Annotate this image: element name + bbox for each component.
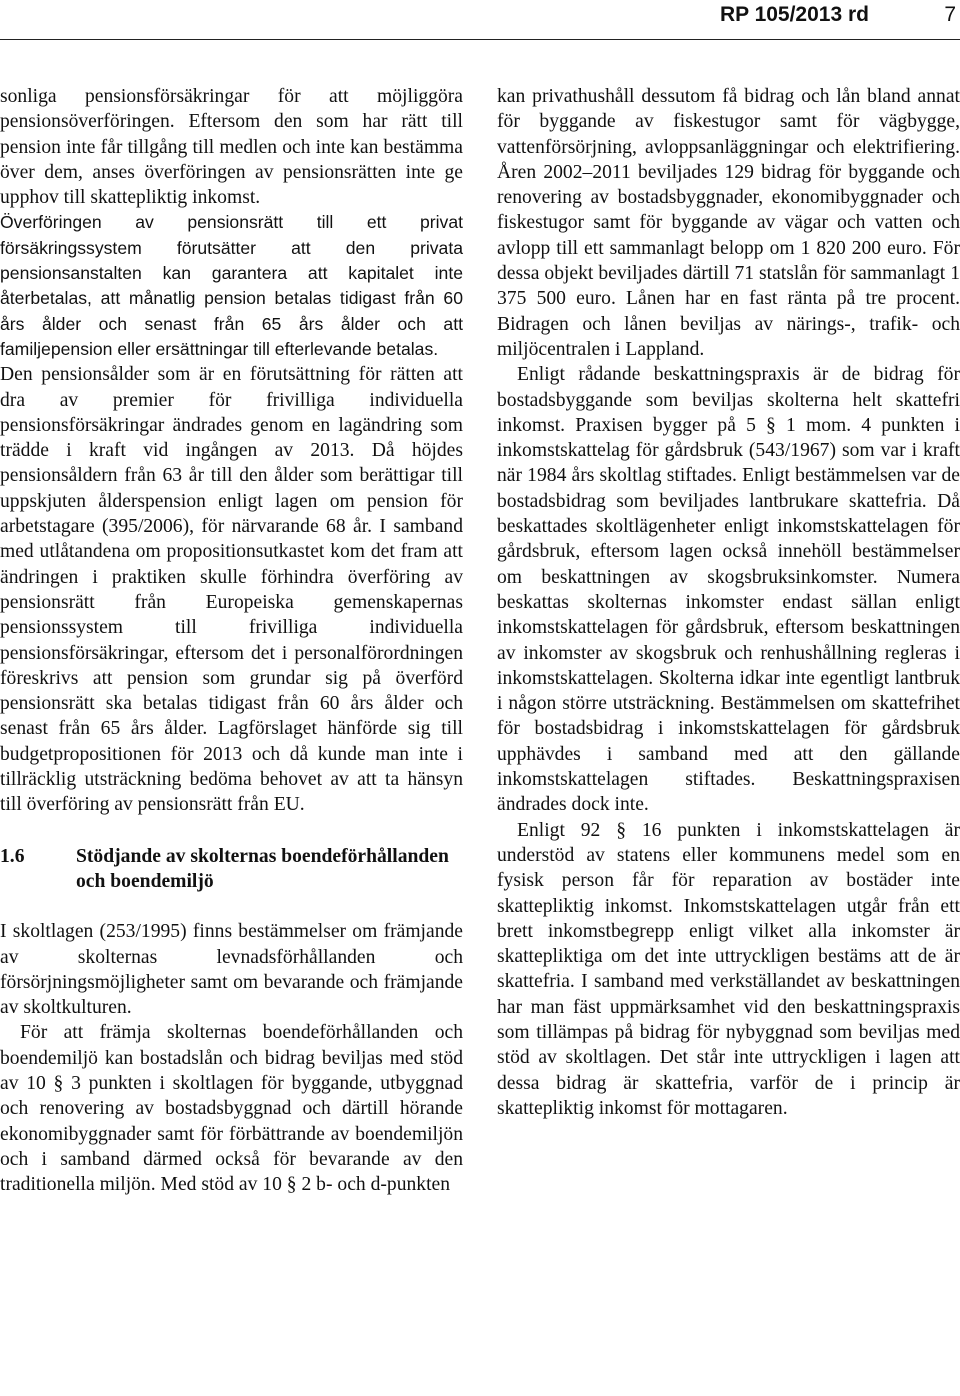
paragraph: Överföringen av pensionsrätt till ett privat försäkringssystem förutsätter att den privata pensionsanstalten kan garantera att kapitalet inte återbetalas, att månatlig pension betalas tidigast från 60 års ålder och senast från 65 års ålder och att familjepension eller ersättningar till efterlevande betalas.	[0, 212, 463, 359]
section-heading	[0, 844, 463, 895]
right-column	[497, 84, 960, 1121]
page-header	[0, 0, 960, 38]
paragraph: kan privathushåll dessutom få bidrag och lån bland annat för byggande av fiskestugor samt för vägbygge, vattenförsörjning, avloppsanläggningar och elektrifiering. Åren 2002–2011 beviljades 129 bidrag för byggande och renovering av bostadsbyggnader, ekonomibyggnader och fiskestugor samt för byggande av vägar och vatten och avlopp till ett sammanlagt belopp om 1 820 200 euro. För dessa objekt beviljades därtill 71 statslån för sammanlagt 1 375 500 euro. Lånen har en fast ränta på tre procent. Bidragen och lånen beviljas av närings-, trafik- och miljöcentralen i Lappland.	[497, 86, 960, 360]
paragraph: Enligt 92 § 16 punkten i inkomstskattelagen är understöd av statens eller kommunens medel som en fysisk person får för reparation av bostäder inte skattepliktig inkomst. Inkomstskattelagen utgår från ett brett inkomstbegrepp enligt vilket alla inkomster är skattepliktiga om det inte uttryckligen bestäms att de är skattefria. I samband med verkställandet av beskattningen har man fäst uppmärksamhet vid den beskattningspraxis som tillämpas på bidrag för nybyggnad som beviljas med stöd av skoltlagen. Det står inte uttryckligen i lagen att dessa bidrag är skattefria, varför de i princip är skattepliktig inkomst för mottagaren.	[497, 819, 960, 1119]
paragraph: Enligt rådande beskattningspraxis är de bidrag för bostadsbyggande som beviljas skolterna helt skattefri inkomst. Praxisen bygger på 5 § 1 mom. 4 punkten i inkomstskattelag för gårdsbruk (543/1967) som var i kraft när 1984 års skoltlag stiftades. Enligt bestämmelsen var de bostadsbidrag som beviljades lantbrukare skattefria. Då beskattades skoltlägenheter enligt inkomstskattelagen för gårdsbruk, eftersom lagen också innehöll bestämmelser om beskattningen av skogsbruksinkomster. Numera beskattas skolternas inkomster endast sällan enligt inkomstskattelagen för gårdsbruk, eftersom beskattningen av inkomster av skogsbruk och renhushållning regleras i inkomstskattelagen. Skolterna idkar inte egentligt lantbruk i någon större utsträckning. Bestämmelsen om skattefrihet för bostadsbidrag i inkomstskattelagen för gårdsbruk upphävdes i samband med att den gällande inkomstskattelagen stiftades. Beskattningspraxisen ändrades dock inte.	[497, 364, 960, 816]
paragraph: Den pensionsålder som är en förutsättning för rätten att dra av premier för frivilliga individuella pensionsförsäkringar ändrades genom en lagändring som trädde i kraft vid ingången av 2013. Då höjdes pensionsåldern från 63 år till den ålder som berättigar till uppskjuten ålderspension enligt lagen om pension för arbetstagare (395/2006), för närvarande 68 år. I samband med utlåtandena om propositionsutkastet kom det fram att ändringen i praktiken skulle förhindra överföring av pensionsrätt från Europeiska gemenskapernas pensionssystem till frivilliga individuella pensionsförsäkringar, eftersom det i personalförordningen föreskrivs att pension som grundar sig på överförd pensionsrätt ska betalas tidigast från 60 års ålder och senast från 65 års ålder. Lagförslaget hänförde sig till budgetpropositionen för 2013 och då kunde man inte i tillräcklig utsträckning bedöma behovet av att ta hänsyn till överföring av pensionsrätt från EU.	[0, 364, 463, 816]
paragraph: sonliga pensionsförsäkringar för att möjliggöra pensionsöverföringen. Eftersom den som har rätt till pension inte får tillgång till medlen och inte kan bestämma över dem, anses överföringen av pensionsrätten inte ge upphov till skattepliktig inkomst.	[0, 86, 463, 209]
paragraph: För att främja skolternas boendeförhållanden och boendemiljö kan bostadslån och bidrag beviljas med stöd av 10 § 3 punkten i skoltlagen för byggande, utbyggnad och renovering av bostadsbyggnad och därtill hörande ekonomibyggnader samt för förbättrande av boendemiljön och i samband därmed också för bevarande av den traditionella miljön. Med stöd av 10 § 2 b- och d-punkten	[0, 1022, 463, 1196]
left-column	[0, 84, 463, 1197]
section-title: Stödjande av skolternas boendeförhållanden och boendemiljö	[76, 845, 449, 892]
paragraph: I skoltlagen (253/1995) finns bestämmelser om främjande av skolternas levnadsförhållanden och försörjningsmöjligheter samt om bevarande och främjande av skoltkulturen.	[0, 921, 463, 1019]
document-reference: RP 105/2013 rd	[719, 3, 869, 26]
section-number: 1.6	[0, 845, 25, 867]
page-number: 7	[944, 3, 956, 26]
header-rule	[0, 39, 960, 40]
